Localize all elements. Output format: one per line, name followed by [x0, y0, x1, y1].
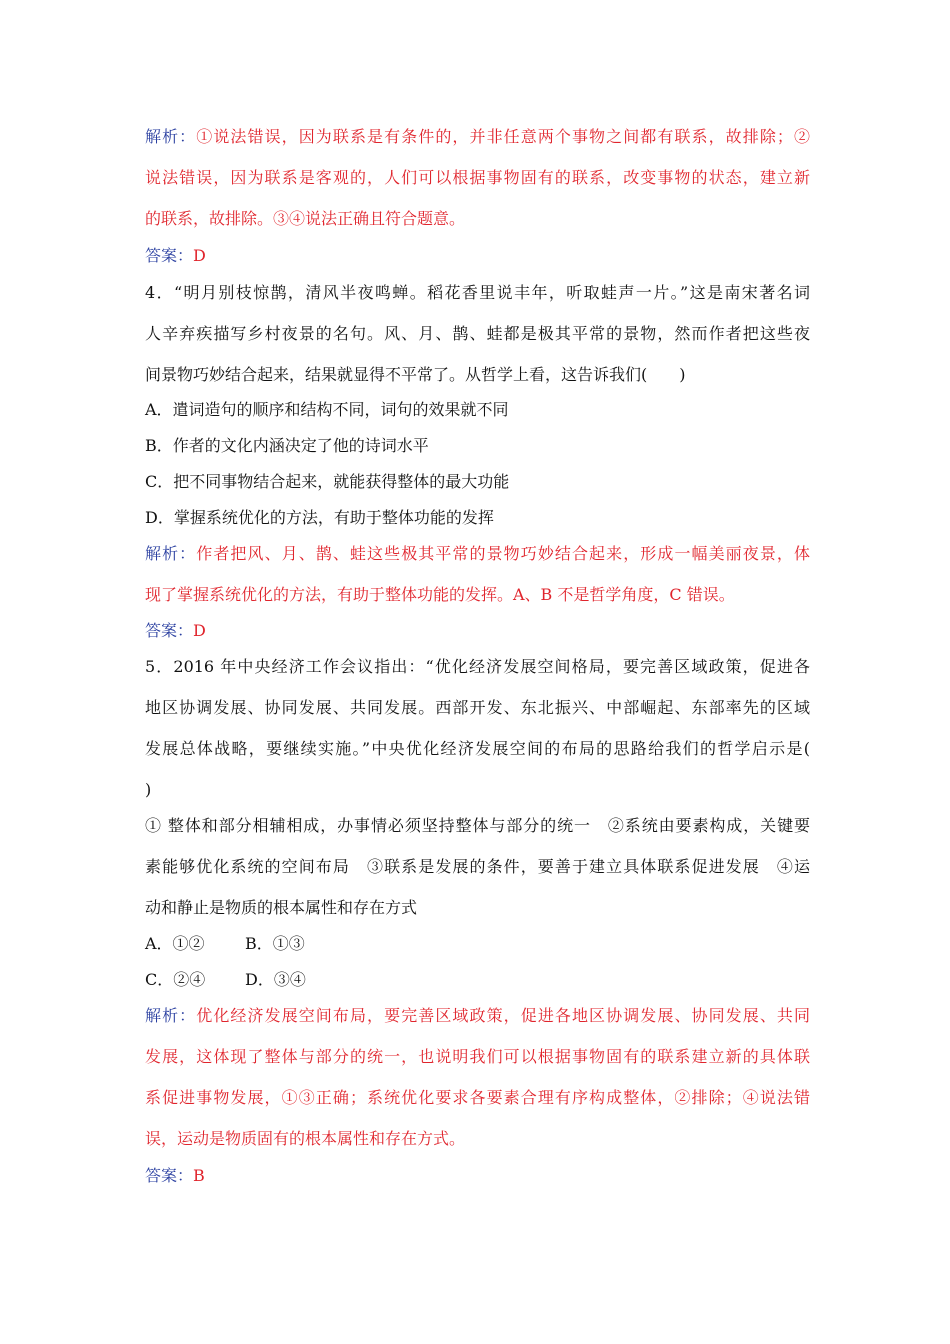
- analysis-line: 解析：优化经济发展空间布局，要完善区域政策，促进各地区协调发展、协同发展、共同: [145, 1006, 810, 1025]
- question-4-option-d: D．掌握系统优化的方法，有助于整体功能的发挥: [145, 508, 494, 527]
- question-4-option-a: A．遣词造句的顺序和结构不同，词句的效果就不同: [145, 400, 509, 419]
- analysis-line: 误，运动是物质固有的根本属性和存在方式。: [145, 1129, 466, 1148]
- answer-label: 答案：: [145, 246, 194, 265]
- analysis-line: 系促进事物发展，①③正确；系统优化要求各要素合理有序构成整体，②排除；④说法错: [145, 1088, 810, 1107]
- analysis-line: 现了掌握系统优化的方法，有助于整体功能的发挥。A、B 不是哲学角度，C 错误。: [145, 585, 735, 604]
- question-5-option-c: C．②④: [145, 970, 206, 989]
- question-5-option-b: B．①③: [245, 934, 305, 953]
- analysis-line: 解析：作者把风、月、鹊、蛙这些极其平常的景物巧妙结合起来，形成一幅美丽夜景，体: [145, 544, 810, 563]
- question-4-stem: 间景物巧妙结合起来，结果就显得不平常了。从哲学上看，这告诉我们( ): [145, 365, 686, 384]
- answer-value: D: [193, 621, 206, 640]
- question-5-options-row: [145, 934, 305, 954]
- analysis-line: 说法错误，因为联系是客观的，人们可以根据事物固有的联系，改变事物的状态，建立新: [145, 168, 810, 187]
- analysis-line: 解析：①说法错误，因为联系是有条件的，并非任意两个事物之间都有联系，故排除；②: [145, 127, 810, 146]
- question-5-option-a: A．①②: [145, 934, 205, 953]
- question-5-stem: ): [145, 780, 152, 799]
- question-5-statement: ① 整体和部分相辅相成，办事情必须坚持整体与部分的统一 ②系统由要素构成，关键要: [145, 816, 810, 835]
- answer-line: [145, 246, 206, 266]
- question-4-stem: 人辛弃疾描写乡村夜景的名句。风、月、鹊、蛙都是极其平常的景物，然而作者把这些夜: [145, 324, 810, 343]
- answer-value: D: [193, 246, 206, 265]
- question-5-option-d: D．③④: [245, 970, 306, 989]
- analysis-label: 解析：: [145, 1006, 197, 1025]
- answer-label: 答案：: [145, 1166, 194, 1185]
- analysis-label: 解析：: [145, 127, 197, 146]
- question-5-options-row: [145, 970, 306, 990]
- question-4-stem: 4．“明月别枝惊鹊，清风半夜鸣蝉。稻花香里说丰年，听取蛙声一片。”这是南宋著名词: [145, 283, 810, 302]
- question-5-statement: 素能够优化系统的空间布局 ③联系是发展的条件，要善于建立具体联系促进发展 ④运: [145, 857, 810, 876]
- answer-line: [145, 621, 206, 641]
- analysis-line: 的联系，故排除。③④说法正确且符合题意。: [145, 209, 466, 228]
- question-5-stem: 发展总体战略，要继续实施。”中央优化经济发展空间的布局的思路给我们的哲学启示是(: [145, 739, 810, 758]
- question-5-statement: 动和静止是物质的根本属性和存在方式: [145, 898, 418, 917]
- answer-value: B: [193, 1166, 205, 1185]
- answer-line: [145, 1166, 205, 1186]
- question-4-option-b: B．作者的文化内涵决定了他的诗词水平: [145, 436, 429, 455]
- question-5-stem: 5．2016 年中央经济工作会议指出：“优化经济发展空间格局，要完善区域政策，促进各: [145, 657, 810, 676]
- question-4-option-c: C．把不同事物结合起来，就能获得整体的最大功能: [145, 472, 510, 491]
- answer-label: 答案：: [145, 621, 194, 640]
- question-5-stem: 地区协调发展、协同发展、共同发展。西部开发、东北振兴、中部崛起、东部率先的区域: [145, 698, 810, 717]
- analysis-line: 发展，这体现了整体与部分的统一，也说明我们可以根据事物固有的联系建立新的具体联: [145, 1047, 810, 1066]
- analysis-label: 解析：: [145, 544, 197, 563]
